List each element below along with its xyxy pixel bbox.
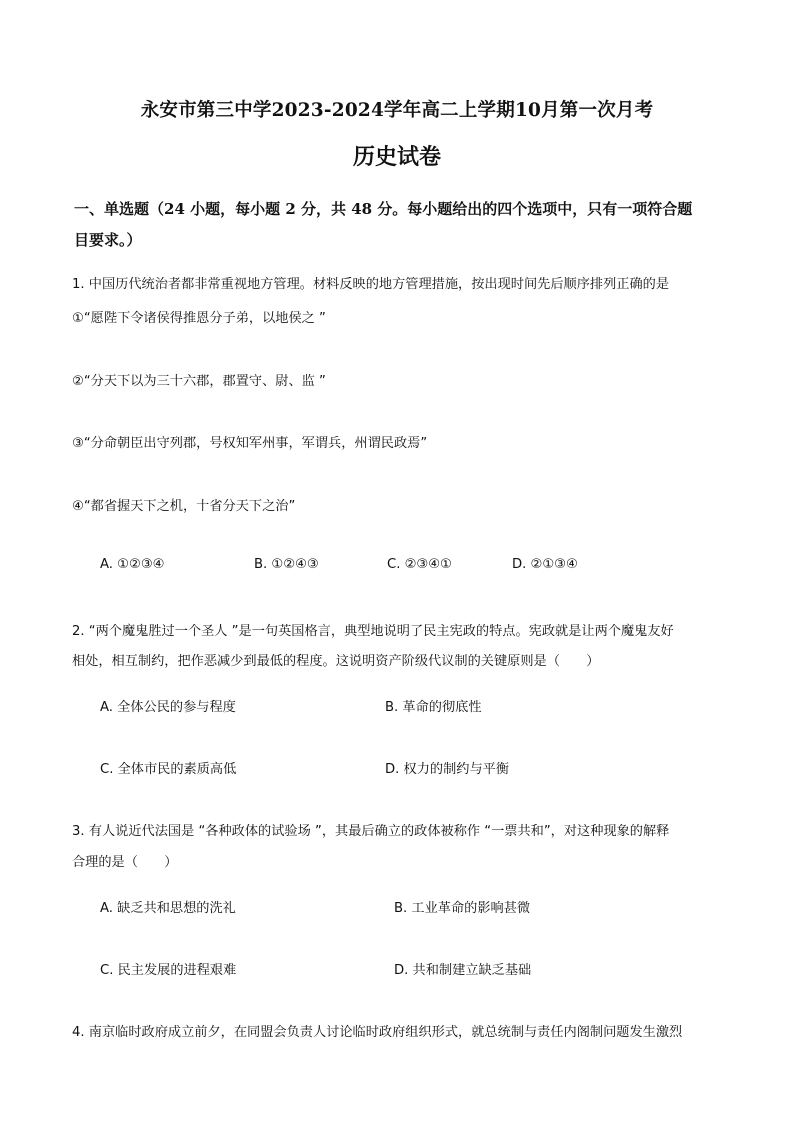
question-1-stem: 1. 中国历代统治者都非常重视地方管理。材料反映的地方管理措施，按出现时间先后顺序排列正确的是 xyxy=(72,277,670,292)
question-3-option-a: A. 缺乏共和思想的洗礼 xyxy=(100,901,236,916)
exam-title: 永安市第三中学2023-2024学年高二上学期10月第一次月考 xyxy=(140,100,654,121)
question-3-option-d: D. 共和制建立缺乏基础 xyxy=(394,963,532,978)
section-heading-line1: 一、单选题（24 小题，每小题 2 分，共 48 分。每小题给出的四个选项中，只有一项符合题 xyxy=(74,200,693,218)
question-3-stem-line2: 合理的是（ ） xyxy=(72,855,178,870)
section-heading-line2: 目要求。） xyxy=(74,231,142,249)
question-4-stem-line1: 4. 南京临时政府成立前夕，在同盟会负责人讨论临时政府组织形式，就总统制与责任内阁制问题发生激烈 xyxy=(72,1025,683,1040)
exam-subtitle: 历史试卷 xyxy=(352,144,441,170)
question-1-item-1: ①“愿陛下令诸侯得推恩分子弟，以地侯之 ” xyxy=(72,311,326,326)
question-2-stem-line1: 2. “两个魔鬼胜过一个圣人 ”是一句英国格言，典型地说明了民主宪政的特点。宪政就是让两个魔鬼友好 xyxy=(72,624,674,639)
question-2-option-d: D. 权力的制约与平衡 xyxy=(385,762,510,777)
question-1-option-d: D. ②①③④ xyxy=(512,557,578,572)
question-2-option-b: B. 革命的彻底性 xyxy=(385,700,482,715)
question-3-option-c: C. 民主发展的进程艰难 xyxy=(100,963,237,978)
question-1-item-3: ③“分命朝臣出守列郡，号权知军州事，军谓兵，州谓民政焉” xyxy=(72,436,428,451)
question-1-item-2: ②“分天下以为三十六郡，郡置守、尉、监 ” xyxy=(72,374,326,389)
question-3-stem-line1: 3. 有人说近代法国是 “各种政体的试验场 ”，其最后确立的政体被称作 “一票共和”，对这种现象的解释 xyxy=(72,824,670,839)
question-2-stem-line2: 相处，相互制约，把作恶减少到最低的程度。这说明资产阶级代议制的关键原则是（ ） xyxy=(72,654,600,669)
question-1-option-c: C. ②③④① xyxy=(387,557,452,572)
question-1-option-b: B. ①②④③ xyxy=(254,557,319,572)
question-3-option-b: B. 工业革命的影响甚微 xyxy=(394,901,531,916)
question-2-option-c: C. 全体市民的素质高低 xyxy=(100,762,237,777)
question-1-option-a: A. ①②③④ xyxy=(100,557,165,572)
question-1-item-4: ④“都省握天下之机，十省分天下之治” xyxy=(72,499,296,514)
question-2-option-a: A. 全体公民的参与程度 xyxy=(100,700,236,715)
